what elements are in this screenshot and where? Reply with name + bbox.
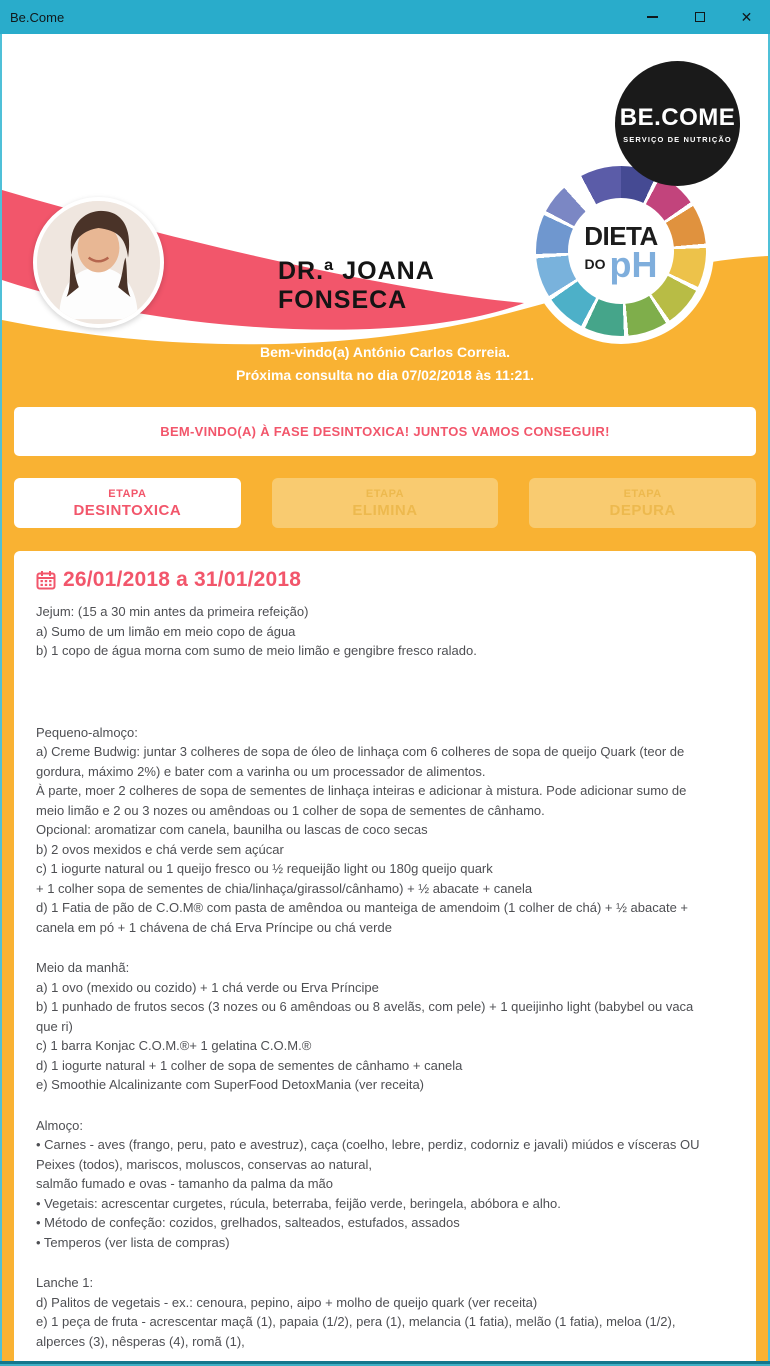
welcome-line2: Próxima consulta no dia 07/02/2018 às 11:21. <box>235 367 535 383</box>
plan-line: • Temperos (ver lista de compras) <box>36 1234 230 1250</box>
plan-body <box>36 602 732 1351</box>
plan-line: alperces (3), nêsperas (4), romã (1), <box>36 1333 245 1349</box>
ph-logo-center <box>568 198 674 304</box>
dieta-do-ph-logo <box>528 158 714 344</box>
doctor-name-line1: DR.ª JOANA <box>278 257 435 285</box>
plan-line: À parte, moer 2 colheres de sopa de sementes de linhaça inteiras e adicionar à mistura. Pode adicionar sumo de <box>36 783 687 798</box>
plan-line: a) Sumo de um limão em meio copo de água <box>36 623 296 639</box>
minimize-button[interactable] <box>629 0 676 34</box>
ph-logo-dieta: DIETA <box>584 220 658 251</box>
welcome-line1: Bem-vindo(a) António Carlos Correia. <box>260 344 510 360</box>
plan-line: • Método de confeção: cozidos, grelhados, salteados, estufados, assados <box>36 1215 460 1230</box>
plan-line: b) 2 ovos mexidos e chá verde sem açúcar <box>36 841 284 857</box>
maximize-icon <box>695 12 705 22</box>
plan-line: Almoço: <box>36 1117 83 1133</box>
plan-card <box>14 551 756 1366</box>
welcome-message <box>0 341 770 387</box>
plan-line: Lanche 1: <box>36 1275 94 1290</box>
ph-color-ring <box>536 166 706 336</box>
ph-logo-ph: pH <box>609 243 658 285</box>
plan-line: Jejum: (15 a 30 min antes da primeira refeição) <box>36 604 309 619</box>
phase-banner <box>14 407 756 456</box>
plan-section-lanche-1 <box>36 1273 732 1351</box>
maximize-button[interactable] <box>676 0 723 34</box>
plan-line: d) 1 iogurte natural + 1 colher de sopa de sementes de cânhamo + canela <box>36 1057 463 1073</box>
brand-name: BE.COME <box>619 103 736 131</box>
plan-line: c) 1 iogurte natural ou 1 queijo fresco ou ½ requeijão light ou 180g queijo quark <box>36 861 493 876</box>
plan-date-header <box>36 568 732 592</box>
plan-section-pequeno-almoco <box>36 723 732 938</box>
doctor-name-line2: FONSECA <box>278 286 408 314</box>
plan-line: que ri) <box>36 1018 73 1034</box>
tab-phase-name: ELIMINA <box>352 501 418 519</box>
plan-line: d) Palitos de vegetais - ex.: cenoura, pepino, aipo + molho de queijo quark (ver receita) <box>36 1294 538 1310</box>
tab-phase-name: DEPURA <box>609 501 676 519</box>
tab-etapa-depura[interactable] <box>529 478 756 528</box>
plan-line: d) 1 Fatia de pão de C.O.M® com pasta de amêndoa ou manteiga de amendoim (1 colher de chá) + ½ abacate + <box>36 900 689 915</box>
plan-line: Meio da manhã: <box>36 960 130 975</box>
plan-line: a) 1 ovo (mexido ou cozido) + 1 chá verde ou Erva Príncipe <box>36 979 379 995</box>
tab-etapa-label: ETAPA <box>108 487 147 500</box>
window-title: Be.Come <box>10 9 65 25</box>
window-border-bottom <box>0 1361 770 1366</box>
plan-line: b) 1 punhado de frutos secos (3 nozes ou 6 amêndoas ou 8 avelãs, com pele) + 1 queijinho light (babybel ou vaca <box>36 999 694 1014</box>
plan-line: e) Smoothie Alcalinizante com SuperFood DetoxMania (ver receita) <box>36 1077 425 1092</box>
doctor-name <box>278 257 435 315</box>
tab-etapa-label: ETAPA <box>365 487 405 500</box>
tab-phase-name: DESINTOXICA <box>73 501 182 519</box>
plan-line: • Vegetais: acrescentar curgetes, rúcula, beterraba, feijão verde, beringela, abóbora e alho. <box>36 1195 561 1211</box>
plan-line: • Carnes - aves (frango, peru, pato e avestruz), caça (coelho, lebre, perdiz, codorniz e javali) miúdos e vísceras OU <box>36 1137 700 1152</box>
plan-line: Opcional: aromatizar com canela, baunilha ou lascas de coco secas <box>36 822 428 837</box>
calendar-icon <box>36 570 56 590</box>
tab-etapa-desintoxica[interactable] <box>14 478 241 528</box>
plan-section-jejum <box>36 602 732 661</box>
close-button[interactable] <box>723 0 770 34</box>
plan-line: c) 1 barra Konjac C.O.M.®+ 1 gelatina C.O.M.® <box>36 1038 312 1053</box>
minimize-icon <box>647 16 658 18</box>
plan-line: b) 1 copo de água morna com sumo de meio limão e gengibre fresco ralado. <box>36 643 477 658</box>
plan-line: a) Creme Budwig: juntar 3 colheres de sopa de óleo de linhaça com 6 colheres de sopa de queijo Quark (teor de <box>36 744 685 759</box>
title-bar <box>0 0 770 34</box>
phase-banner-text: BEM-VINDO(A) À FASE DESINTOXICA! JUNTOS VAMOS CONSEGUIR! <box>160 424 610 439</box>
plan-line: gordura, máximo 2%) e bater com a varinha ou um processador de alimentos. <box>36 763 486 779</box>
plan-line: Peixes (todos), mariscos, moluscos, conservas ao natural, <box>36 1156 372 1172</box>
plan-line: Pequeno-almoço: <box>36 724 138 740</box>
ph-logo-do: DO <box>584 255 606 272</box>
plan-line: meio limão e 2 ou 3 nozes ou amêndoas ou 1 colher de sopa de sementes de cânhamo. <box>36 802 545 818</box>
brand-tagline: SERVIÇO DE NUTRIÇÃO <box>623 134 732 144</box>
window-border-left <box>0 34 2 1366</box>
plan-line: salmão fumado e ovas - tamanho da palma da mão <box>36 1176 334 1191</box>
become-logo-badge <box>615 61 740 186</box>
plan-date-range: 26/01/2018 a 31/01/2018 <box>63 568 302 591</box>
plan-section-meio-da-manha <box>36 958 732 1095</box>
plan-line: + 1 colher sopa de sementes de chia/linhaça/girassol/cânhamo) + ½ abacate + canela <box>36 880 533 896</box>
plan-line: e) 1 peça de fruta - acrescentar maçã (1), papaia (1/2), pera (1), melancia (1 fatia), melão (1 fatia), meloa (1/2), <box>36 1314 676 1329</box>
etapa-tabs <box>14 478 756 528</box>
avatar-photo-placeholder <box>37 201 160 324</box>
plan-line: canela em pó + 1 chávena de chá Erva Príncipe ou chá verde <box>36 919 392 935</box>
doctor-avatar <box>33 197 164 328</box>
tab-etapa-elimina[interactable] <box>272 478 499 528</box>
close-icon: ✕ <box>740 8 753 25</box>
tab-etapa-label: ETAPA <box>623 487 662 500</box>
window-controls <box>629 0 770 34</box>
plan-section-almoco <box>36 1116 732 1253</box>
